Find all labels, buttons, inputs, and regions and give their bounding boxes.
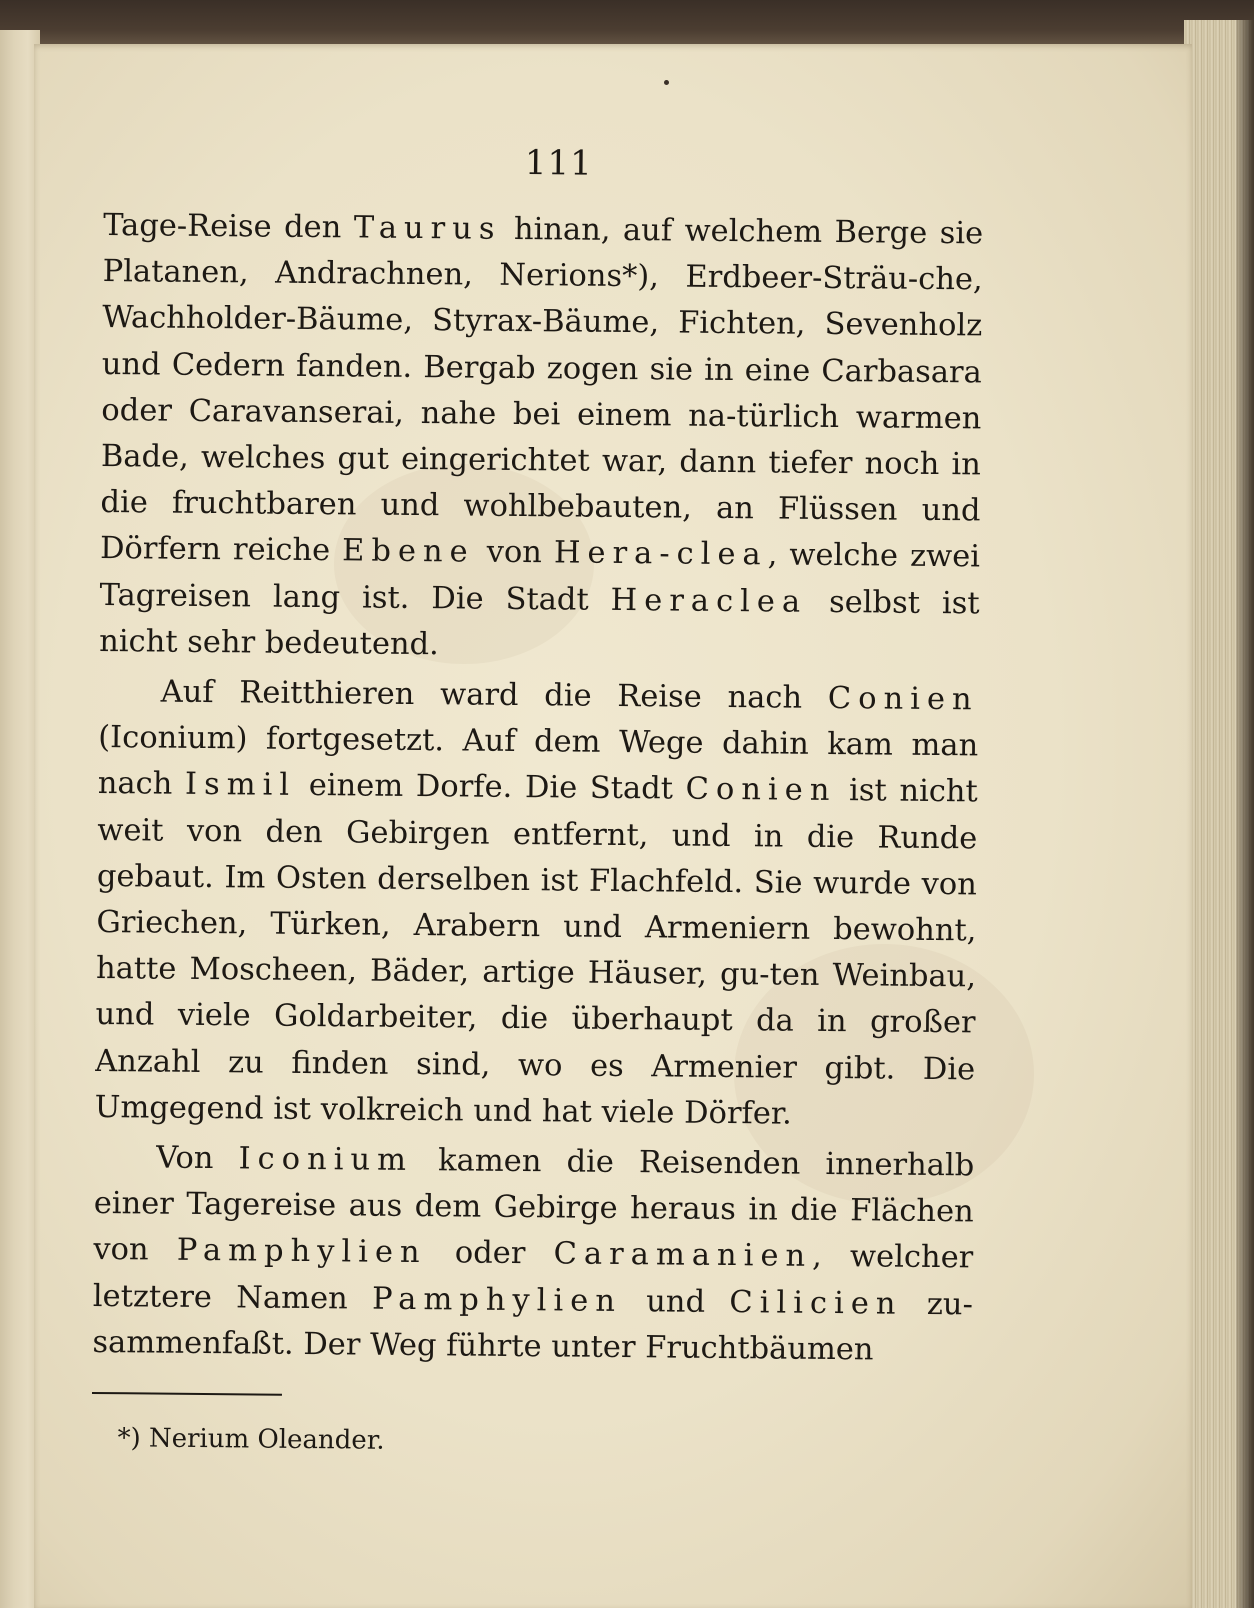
spaced-name: Conien — [685, 772, 837, 809]
text-run: Von — [156, 1140, 239, 1177]
body-text — [92, 203, 983, 1374]
text-run: oder — [426, 1235, 554, 1272]
text-run: selbst ist nicht sehr bedeutend. — [99, 584, 980, 663]
text-run: einem Dorfe. Die Stadt — [295, 768, 686, 808]
page-sheet — [34, 44, 1192, 1608]
page-stack-shadow — [1236, 20, 1254, 1608]
spaced-name: Ebene — [341, 533, 475, 570]
spaced-name: Pamphylien — [176, 1233, 427, 1271]
text-run: von — [474, 535, 555, 571]
text-run: ist nicht weit von den Gebirgen entfernt, und in die Runde gebaut. Im Osten derselben ist Flachfeld. Sie wurde von Griechen, Türken, Arabern und Armeniern bewohnt, hatte Moscheen, Bäder, artige Häuser, gu-ten Weinbau, und viele Goldarbeiter, die überhaupt da in großer Anzahl zu finden sind, wo es Armenier gibt. Die Umgegend ist volkreich und hat viele Dörfer. — [94, 773, 978, 1132]
spaced-name: Conien — [827, 681, 979, 718]
text-run: , welcher letztere Namen — [92, 1239, 974, 1317]
spaced-name: Taurus — [353, 210, 502, 247]
spaced-name: Iconium — [238, 1141, 414, 1179]
text-run: kamen die Reisenden innerhalb einer Tagereise aus dem Gebirge heraus in die Flächen von — [93, 1143, 975, 1269]
text-run: Auf Reitthieren ward die Reise nach — [160, 674, 829, 717]
text-run: zu-sammenfaßt. Der Weg führte unter Fruchtbäumen — [92, 1286, 974, 1368]
spaced-name: Heraclea — [610, 582, 808, 620]
text-block — [90, 139, 984, 1567]
spaced-name: Hera-clea — [553, 535, 768, 573]
spaced-name: Pamphylien — [371, 1281, 623, 1319]
paragraph — [92, 1135, 974, 1374]
spaced-name: Ismil — [184, 767, 297, 804]
footnote: *) Nerium Oleander. — [117, 1423, 385, 1456]
page-number: 111 — [524, 143, 593, 184]
ink-dot — [664, 80, 669, 85]
spaced-name: Cilicien — [729, 1284, 903, 1322]
text-run: (Iconium) fortgesetzt. Auf dem Wege dahin kam man nach — [97, 720, 979, 803]
text-run: und — [621, 1283, 730, 1320]
paragraph — [99, 203, 983, 673]
footnote-rule — [92, 1392, 282, 1396]
text-run: hinan, auf welchem Berge sie Platanen, Andrachnen, Nerions*), Erdbeer-Sträu-che, Wachholder-Bäume, Styrax-Bäume, Fichten, Sevenholz und Cedern fanden. Bergab zogen sie in eine Carbasara oder Caravanserai, nahe bei einem na-türlich warmen Bade, welches gut eingerichtet war, dann tiefer noch in die fruchtbaren und wohlbebauten, an Flüssen und Dörfern reiche — [99, 211, 984, 569]
paragraph — [94, 669, 978, 1139]
text-run: , welche zwei Tagreisen lang ist. Die Stadt — [99, 537, 981, 618]
book-cover-top-edge — [0, 0, 1254, 50]
text-run: Tage-Reise den — [103, 207, 354, 246]
spaced-name: Caramanien — [553, 1236, 813, 1275]
